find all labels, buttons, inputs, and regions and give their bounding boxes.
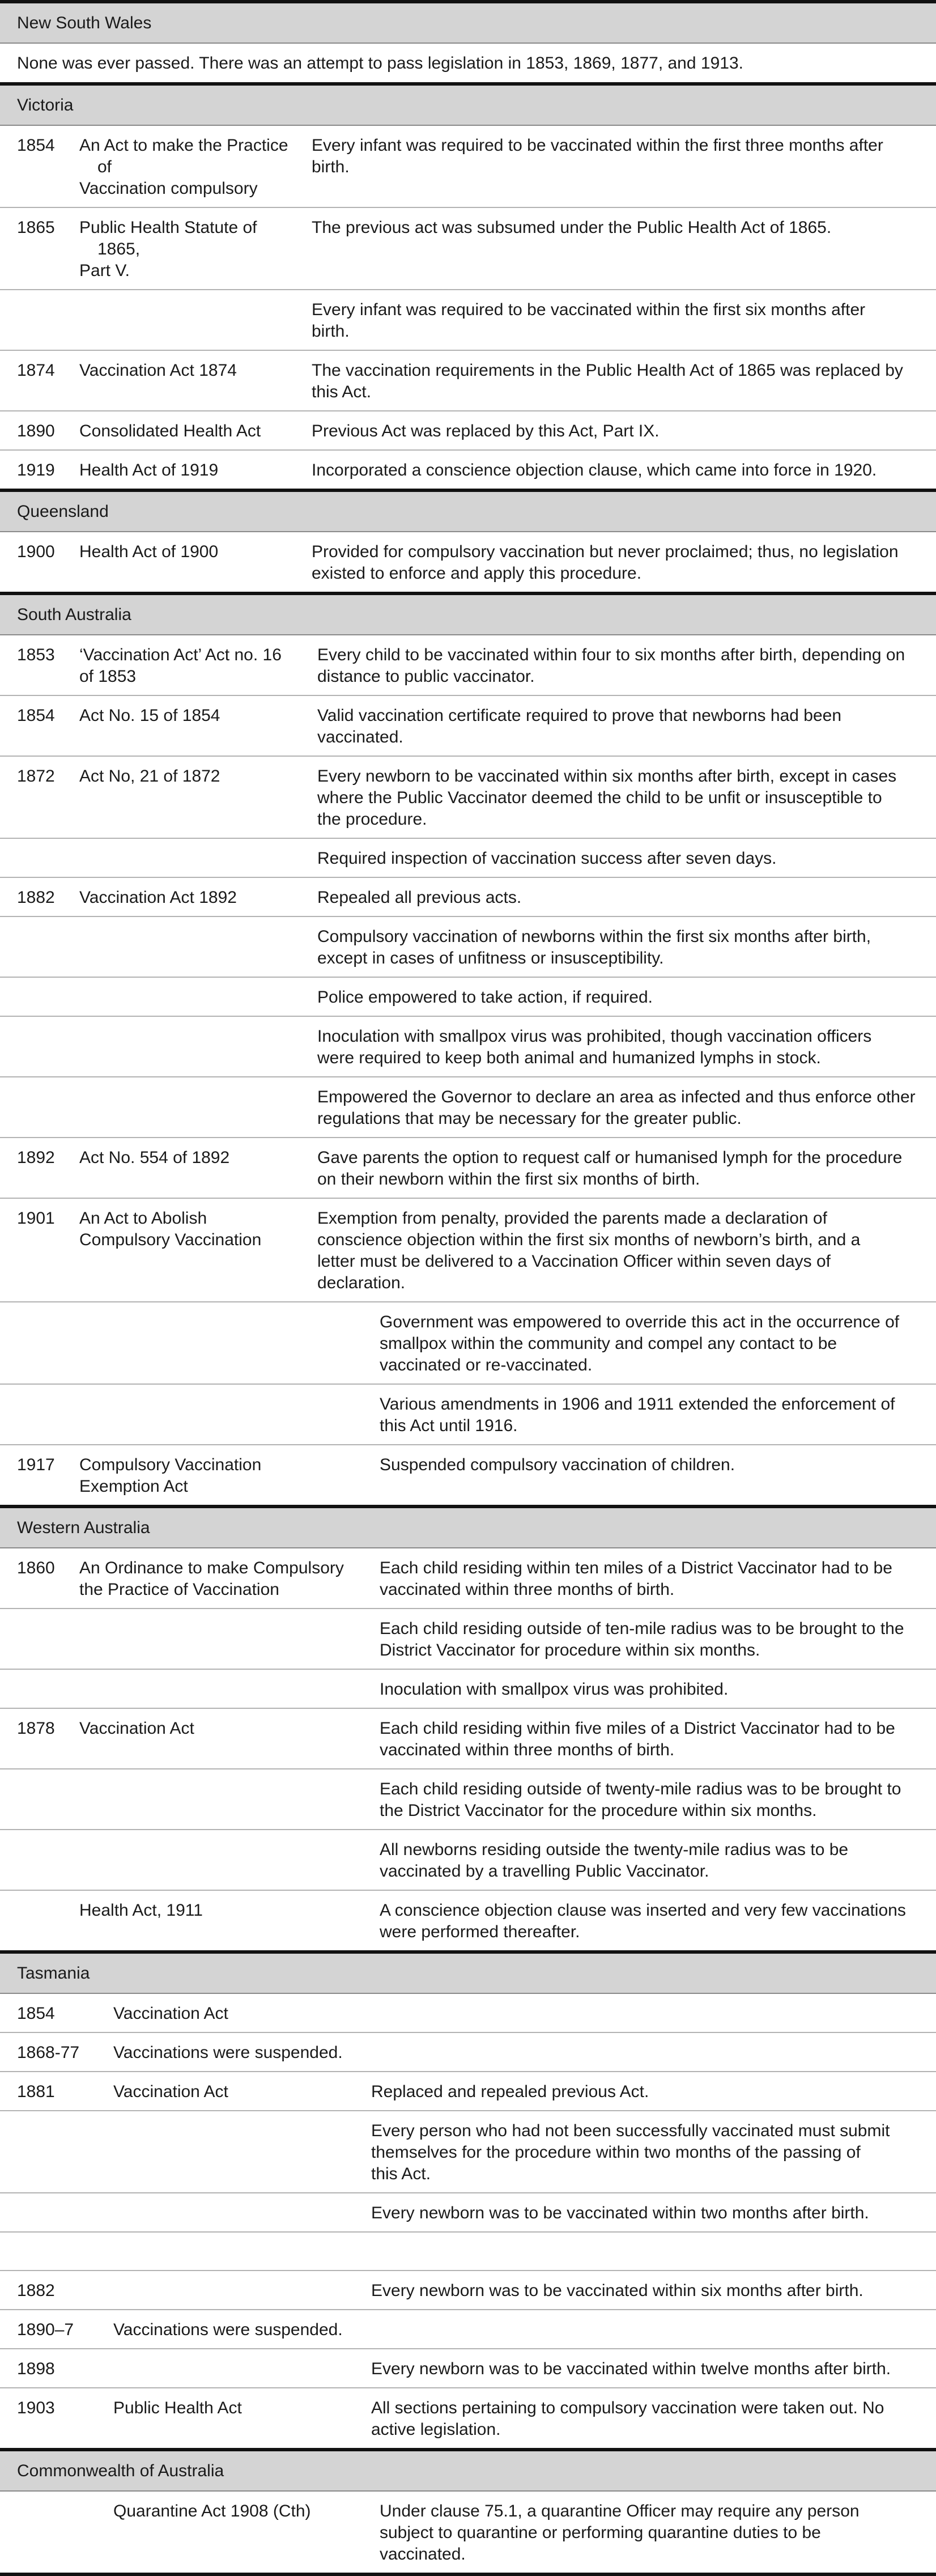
year-cell: [0, 2120, 113, 2185]
year-cell: 1860: [17, 1559, 55, 1577]
description-cell: [371, 2397, 936, 2441]
description-line: Various amendments in 1906 and 1911 extended the enforcement of: [380, 1395, 895, 1414]
year-cell: [0, 1087, 79, 1130]
description-line: Inoculation with smallpox virus was prohibited.: [380, 1680, 729, 1699]
year-cell: 1882: [17, 888, 55, 907]
act-cell: [113, 2003, 371, 2025]
description-cell: [371, 2202, 936, 2224]
description-line: birth.: [312, 322, 350, 341]
description-cell: [317, 1208, 936, 1294]
description-cell: [380, 1679, 936, 1700]
act-cell: [79, 360, 312, 403]
description-line: vaccinated within three months of birth.: [380, 1580, 675, 1599]
description-cell: [380, 1454, 936, 1497]
description-line: Inoculation with smallpox virus was prohibited, though vaccination officers: [317, 1027, 872, 1046]
description-line: Compulsory vaccination of newborns within the first six months after birth,: [317, 927, 871, 946]
table-row: [0, 2492, 936, 2573]
table-row: [0, 1138, 936, 1199]
table-row: [0, 1385, 936, 1445]
act-line: An Act to Abolish: [79, 1209, 207, 1228]
act-cell: [113, 2120, 371, 2185]
act-cell: [79, 1208, 317, 1294]
act-line: Vaccination Act: [113, 2082, 228, 2101]
section-commonwealth-of-australia: [0, 2448, 936, 2573]
description-cell: [371, 2120, 936, 2185]
year-cell: 1890–7: [17, 2320, 74, 2339]
table-row: [0, 757, 936, 839]
description-line: Every person who had not been successfully vaccinated must submit: [371, 2121, 890, 2140]
year-cell: [0, 1394, 79, 1437]
year-cell: [0, 1026, 79, 1069]
year-cell: 1917: [17, 1455, 55, 1474]
description-cell: [312, 217, 936, 282]
table-row: [0, 2072, 936, 2111]
table-row: [0, 1891, 936, 1950]
section-new-south-wales: [0, 0, 936, 82]
act-cell: [113, 2319, 936, 2341]
description-line: All sections pertaining to compulsory vaccination were taken out. No: [371, 2399, 884, 2417]
description-cell: [380, 2501, 936, 2565]
year-cell: 1903: [17, 2399, 55, 2417]
act-line: of 1853: [79, 667, 137, 686]
year-cell: [0, 848, 79, 869]
table-row: [0, 2349, 936, 2388]
act-cell: [79, 299, 312, 342]
description-line: District Vaccinator for procedure within six months.: [380, 1641, 760, 1660]
table-row: [0, 2111, 936, 2193]
act-cell: [79, 1618, 380, 1661]
act-cell: [79, 1558, 380, 1601]
act-cell: [113, 2042, 936, 2064]
description-line: Each child residing within ten miles of a District Vaccinator had to be: [380, 1559, 892, 1577]
year-cell: [0, 2501, 113, 2565]
table-row: [0, 1548, 936, 1609]
table-row: [0, 839, 936, 878]
act-cell: [79, 987, 317, 1008]
year-cell: 1868-77: [17, 2043, 80, 2062]
year-cell: 1892: [17, 1148, 55, 1167]
description-line: this Act.: [312, 383, 372, 401]
description-cell: [312, 421, 936, 442]
table-row: [0, 635, 936, 696]
description-line: Repealed all previous acts.: [317, 888, 522, 907]
year-cell: [0, 926, 79, 969]
description-line: Incorporated a conscience objection clause, which came into force in 1920.: [312, 461, 877, 479]
description-cell: [312, 299, 936, 342]
table-row: [0, 1077, 936, 1138]
section-queensland: [0, 489, 936, 592]
description-line: smallpox within the community and compel any contact to be: [380, 1334, 837, 1353]
act-cell: [79, 541, 312, 584]
table-row: [0, 411, 936, 451]
table-row: [0, 2233, 936, 2271]
description-cell: [380, 1618, 936, 1661]
act-cell: [113, 2358, 371, 2380]
description-line: this Act.: [371, 2165, 431, 2183]
table-row: [0, 2388, 936, 2448]
description-cell: [312, 135, 936, 200]
section-header: Tasmania: [0, 1950, 936, 1994]
section-victoria: [0, 82, 936, 489]
table-row: [0, 1994, 936, 2033]
act-cell: [79, 644, 317, 688]
section-tasmania: [0, 1950, 936, 2448]
description-line: Every infant was required to be vaccinated within the first six months after: [312, 300, 866, 319]
act-cell: [79, 1779, 380, 1822]
table-row: [0, 1199, 936, 1302]
act-line: Health Act of 1919: [79, 461, 219, 479]
act-line: Vaccinations were suspended.: [113, 2320, 343, 2339]
description-line: Government was empowered to override this act in the occurrence of: [380, 1313, 900, 1331]
act-cell: [79, 1679, 380, 1700]
table-row: [0, 208, 936, 290]
description-line: vaccinated or re-vaccinated.: [380, 1356, 593, 1374]
table-row: [0, 2310, 936, 2349]
table-row: [0, 1445, 936, 1505]
description-cell: [317, 848, 936, 869]
description-line: Every newborn was to be vaccinated within two months after birth.: [371, 2204, 869, 2222]
act-line: Act No, 21 of 1872: [79, 767, 220, 786]
description-line: existed to enforce and apply this procedure.: [312, 564, 642, 583]
act-cell: [79, 1900, 380, 1943]
description-cell: [371, 2081, 936, 2103]
act-cell: [79, 705, 317, 748]
table-row: [0, 1302, 936, 1385]
description-line: The vaccination requirements in the Public Health Act of 1865 was replaced by: [312, 361, 903, 380]
act-cell: [79, 217, 312, 282]
description-line: Under clause 75.1, a quarantine Officer may require any person: [380, 2502, 860, 2520]
table-row: [0, 351, 936, 411]
act-cell: [79, 1454, 380, 1497]
table-row: [0, 696, 936, 757]
year-cell: 1872: [17, 767, 55, 786]
description-cell: [312, 460, 936, 481]
act-cell: [79, 1394, 380, 1437]
description-cell: [317, 766, 936, 830]
table-row: [0, 978, 936, 1017]
act-line: Health Act, 1911: [79, 1901, 203, 1920]
act-cell: [113, 2397, 371, 2441]
description-line: Provided for compulsory vaccination but never proclaimed; thus, no legislation: [312, 542, 899, 561]
year-cell: 1881: [17, 2082, 55, 2101]
act-line: An Ordinance to make Compulsory: [79, 1559, 344, 1577]
description-line: distance to public vaccinator.: [317, 667, 535, 686]
description-cell: [380, 1394, 936, 1437]
act-cell: [79, 1839, 380, 1882]
act-cell: [79, 1718, 380, 1761]
act-line: Public Health Statute of 1865,: [79, 218, 257, 258]
act-line: Exemption Act: [79, 1477, 188, 1496]
description-cell: [371, 2242, 936, 2263]
year-cell: 1919: [17, 461, 55, 479]
year-cell: [0, 2202, 113, 2224]
year-cell: [0, 1618, 79, 1661]
description-cell: [380, 1312, 936, 1376]
description-line: Each child residing outside of twenty-mile radius was to be brought to: [380, 1780, 901, 1798]
act-cell: [79, 421, 312, 442]
act-line: Act No. 554 of 1892: [79, 1148, 230, 1167]
description-line: Every newborn was to be vaccinated within twelve months after birth.: [371, 2359, 891, 2378]
table-row: [0, 290, 936, 351]
table-row: [0, 126, 936, 208]
description-line: Exemption from penalty, provided the parents made a declaration of: [317, 1209, 827, 1228]
section-header: Queensland: [0, 489, 936, 532]
table-row: [0, 1830, 936, 1891]
description-line: Replaced and repealed previous Act.: [371, 2082, 649, 2101]
description-line: regulations that may be necessary for the greater public.: [317, 1109, 742, 1128]
act-line: Health Act of 1900: [79, 542, 219, 561]
act-cell: [79, 887, 317, 909]
act-line: Vaccination Act 1874: [79, 361, 237, 380]
section-header: New South Wales: [0, 0, 936, 44]
description-line: Required inspection of vaccination success after seven days.: [317, 849, 777, 868]
table-row: None was ever passed. There was an attempt to pass legislation in 1853, 1869, 1877, and 1913.: [17, 54, 743, 73]
description-cell: [317, 1026, 936, 1069]
description-line: vaccinated.: [380, 2545, 466, 2564]
year-cell: [0, 1312, 79, 1376]
act-line: Public Health Act: [113, 2399, 242, 2417]
description-line: Every child to be vaccinated within four to six months after birth, depending on: [317, 646, 905, 664]
section-header: South Australia: [0, 592, 936, 635]
description-line: declaration.: [317, 1274, 406, 1292]
description-cell: [317, 987, 936, 1008]
table-row: [0, 451, 936, 489]
section-header: Victoria: [0, 82, 936, 126]
year-cell: 1874: [17, 361, 55, 380]
table-row: [0, 2033, 936, 2072]
description-line: Previous Act was replaced by this Act, Part IX.: [312, 422, 660, 440]
description-line: Valid vaccination certificate required to prove that newborns had been: [317, 706, 842, 725]
description-line: where the Public Vaccinator deemed the child to be unfit or insusceptible to: [317, 788, 882, 807]
description-line: subject to quarantine or performing quarantine duties to be: [380, 2523, 821, 2542]
description-cell: [380, 1718, 936, 1761]
table-row: [0, 1709, 936, 1769]
description-line: were performed thereafter.: [380, 1923, 580, 1941]
act-line: Compulsory Vaccination: [79, 1230, 262, 1249]
act-line: Compulsory Vaccination: [79, 1455, 262, 1474]
table-row: [0, 2193, 936, 2233]
description-cell: [371, 2358, 936, 2380]
year-cell: 1901: [17, 1209, 55, 1228]
table-row: [0, 2271, 936, 2310]
year-cell: [0, 2242, 113, 2263]
act-cell: [113, 2081, 371, 2103]
act-line: Vaccination Act 1892: [79, 888, 237, 907]
description-cell: [371, 2280, 936, 2302]
act-line: An Act to make the Practice of: [79, 136, 288, 176]
description-line: Police empowered to take action, if required.: [317, 988, 653, 1007]
act-line: ‘Vaccination Act’ Act no. 16: [79, 646, 282, 664]
description-line: Every newborn was to be vaccinated within six months after birth.: [371, 2281, 863, 2300]
description-line: this Act until 1916.: [380, 1416, 518, 1435]
description-cell: [371, 2003, 936, 2025]
description-line: vaccinated.: [317, 728, 403, 746]
year-cell: 1853: [17, 646, 55, 664]
act-cell: [79, 460, 312, 481]
description-cell: [317, 1087, 936, 1130]
description-cell: [380, 1558, 936, 1601]
year-cell: [0, 1679, 79, 1700]
description-line: birth.: [312, 158, 350, 176]
description-line: Every infant was required to be vaccinated within the first three months after: [312, 136, 883, 155]
description-line: themselves for the procedure within two months of the passing of: [371, 2143, 861, 2162]
year-cell: 1898: [17, 2359, 55, 2378]
table-row: [0, 1769, 936, 1830]
year-cell: 1854: [17, 706, 55, 725]
description-line: Empowered the Governor to declare an area as infected and thus enforce other: [317, 1088, 916, 1106]
act-line: Vaccination compulsory: [79, 179, 258, 198]
section-south-australia: [0, 592, 936, 1505]
year-cell: [0, 987, 79, 1008]
description-cell: [380, 1839, 936, 1882]
table-row: [0, 1609, 936, 1670]
act-cell: [79, 848, 317, 869]
description-line: The previous act was subsumed under the Public Health Act of 1865.: [312, 218, 832, 237]
description-line: conscience objection within the first six months of newborn’s birth, and a: [317, 1230, 861, 1249]
year-cell: [0, 1839, 79, 1882]
act-line: Vaccination Act: [79, 1719, 194, 1738]
description-line: A conscience objection clause was inserted and very few vaccinations: [380, 1901, 906, 1920]
description-line: the District Vaccinator for the procedure within six months.: [380, 1801, 817, 1820]
act-cell: [113, 2242, 371, 2263]
description-cell: [317, 705, 936, 748]
year-cell: 1865: [17, 218, 55, 237]
description-cell: [317, 644, 936, 688]
year-cell: 1890: [17, 422, 55, 440]
table-row: [0, 1670, 936, 1709]
description-line: active legislation.: [371, 2420, 501, 2439]
section-western-australia: [0, 1505, 936, 1950]
year-cell: 1882: [17, 2281, 55, 2300]
act-cell: [113, 2202, 371, 2224]
description-line: except in cases of unfitness or insusceptibility.: [317, 949, 664, 967]
year-cell: [0, 1900, 79, 1943]
description-line: Each child residing within five miles of a District Vaccinator had to be: [380, 1719, 895, 1738]
section-header: Western Australia: [0, 1505, 936, 1548]
table-row: [0, 1017, 936, 1077]
year-cell: 1854: [17, 136, 55, 155]
act-cell: [79, 1147, 317, 1190]
act-line: Consolidated Health Act: [79, 422, 261, 440]
act-line: Vaccination Act: [113, 2004, 228, 2023]
description-cell: [380, 1900, 936, 1943]
description-cell: [312, 360, 936, 403]
year-cell: 1854: [17, 2004, 55, 2023]
act-cell: [113, 2280, 371, 2302]
year-cell: 1878: [17, 1719, 55, 1738]
act-cell: [79, 1312, 380, 1376]
year-cell: [0, 1779, 79, 1822]
act-cell: [79, 1026, 317, 1069]
table-row: [0, 878, 936, 917]
description-line: Gave parents the option to request calf or humanised lymph for the procedure: [317, 1148, 903, 1167]
description-cell: [317, 887, 936, 909]
act-cell: [79, 926, 317, 969]
act-line: the Practice of Vaccination: [79, 1580, 279, 1599]
act-cell: [79, 135, 312, 200]
act-cell: [79, 766, 317, 830]
act-line: Act No. 15 of 1854: [79, 706, 220, 725]
section-header: Commonwealth of Australia: [0, 2448, 936, 2492]
description-cell: [312, 541, 936, 584]
description-line: Suspended compulsory vaccination of children.: [380, 1455, 735, 1474]
description-line: vaccinated within three months of birth.: [380, 1741, 675, 1759]
year-cell: 1900: [17, 542, 55, 561]
description-line: All newborns residing outside the twenty-mile radius was to be: [380, 1840, 849, 1859]
description-line: on their newborn within the first six months of birth.: [317, 1170, 700, 1189]
act-line: Vaccinations were suspended.: [113, 2043, 343, 2062]
act-line: Part V.: [79, 261, 130, 280]
description-line: Each child residing outside of ten-mile radius was to be brought to the: [380, 1619, 904, 1638]
table-row: [0, 532, 936, 592]
description-line: Every newborn to be vaccinated within six months after birth, except in cases: [317, 767, 897, 786]
description-line: letter must be delivered to a Vaccination Officer within seven days of: [317, 1252, 831, 1271]
act-cell: [113, 2501, 380, 2565]
year-cell: [0, 299, 79, 342]
table-row: [0, 917, 936, 978]
description-line: vaccinated by a travelling Public Vaccinator.: [380, 1862, 709, 1881]
act-cell: [79, 1087, 317, 1130]
description-line: were required to keep both animal and humanized lymphs in stock.: [317, 1049, 821, 1067]
description-line: the procedure.: [317, 810, 427, 829]
description-cell: [317, 1147, 936, 1190]
description-cell: [317, 926, 936, 969]
description-cell: [380, 1779, 936, 1822]
act-line: Quarantine Act 1908 (Cth): [113, 2502, 311, 2520]
